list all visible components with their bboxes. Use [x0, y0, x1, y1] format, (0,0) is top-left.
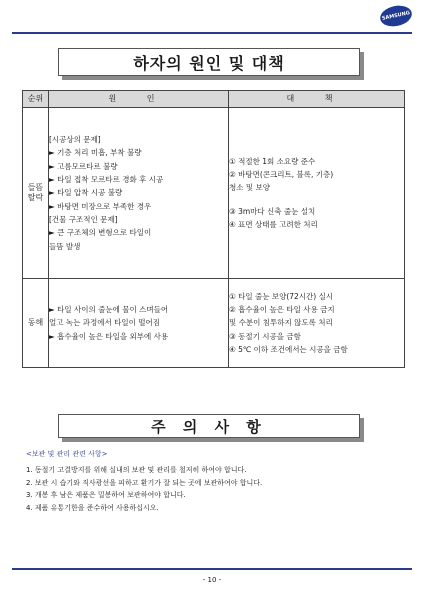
page-title: 하자의 원인 및 대책	[58, 48, 360, 76]
company-logo: SAMSUNG	[378, 3, 413, 29]
fix-line: ② 흡수율이 높은 타일 사용 금지	[229, 304, 335, 314]
cause-line: ► 바탕면 미장으로 부족한 경우	[49, 201, 152, 211]
caution-item: 2. 보관 시 습기와 직사광선을 피하고 환기가 잘 되는 곳에 보관하여야 합니다.	[26, 478, 263, 487]
cause-line: [건물 구조적인 문제]	[49, 215, 118, 225]
category-text: 들뜸	[27, 183, 44, 192]
caution-item: 4. 제품 유통기한을 준수하여 사용하십시오.	[26, 504, 159, 513]
header-rank: 순위	[23, 91, 49, 108]
cause-line: 얼고 녹는 과정에서 타일이 떨어짐	[49, 318, 160, 328]
fix-line: ④ 표면 상태를 고려한 처리	[229, 220, 318, 230]
cause-line: ► 고름모르타르 불량	[49, 161, 118, 171]
cause-cell	[49, 108, 229, 279]
cause-line: ► 타일 압착 시공 불량	[49, 188, 123, 198]
cause-line: ► 큰 구조체의 변형으로 타일이	[49, 228, 152, 238]
cause-line: ► 타일 접착 모르타르 경화 후 시공	[49, 174, 164, 184]
fix-cell	[229, 108, 405, 279]
page-number: - 10 -	[202, 576, 222, 584]
fix-line: ③ 동절기 시공을 금함	[229, 331, 301, 341]
table-header-row	[23, 91, 405, 108]
cause-line: ► 흡수율이 높은 타일을 외부에 사용	[49, 331, 169, 341]
fix-line: 및 수분이 침투하지 않도록 처리	[229, 318, 333, 328]
caution-item: 1. 동절기 고결방지를 위해 실내의 보관 및 관리를 철저히 하여야 합니다.	[26, 465, 247, 474]
section-title: 주 의 사 항	[58, 414, 360, 438]
fix-line: 청소 및 보양	[229, 183, 270, 193]
cause-cell	[49, 279, 229, 368]
cause-line: [시공상의 문제]	[49, 134, 101, 144]
fix-line: ① 적절한 1회 소요량 준수	[229, 156, 316, 166]
category-text: 동해	[27, 318, 44, 327]
caution-item: 3. 개봉 후 남은 제품은 밀봉하여 보관하여야 합니다.	[26, 491, 186, 500]
fix-line: ③ 3m마다 신축 줄눈 설치	[229, 206, 316, 216]
table-row	[23, 108, 405, 279]
caution-heading: <보관 및 관리 관련 사항>	[26, 450, 108, 458]
fix-line: ② 바탕면(콘크리트, 블록, 기층)	[229, 169, 334, 179]
header-cause: 원 인	[49, 91, 229, 108]
fix-cell	[229, 279, 405, 368]
fix-line: ④ 5℃ 이하 조건에서는 시공을 금함	[229, 345, 348, 355]
cause-line: ► 기층 처리 미흡, 부착 불량	[49, 148, 142, 158]
top-rule	[12, 32, 412, 34]
cause-line: 들뜸 발생	[49, 241, 81, 251]
cause-line: ► 타일 사이의 줄눈에 물이 스며들어	[49, 304, 169, 314]
header-fix: 대 책	[229, 91, 405, 108]
spacer	[229, 197, 404, 203]
fix-line: ① 타일 줄눈 보양(72시간) 실시	[229, 291, 334, 301]
cause-countermeasure-table	[22, 90, 405, 368]
category-text: 탈락	[27, 193, 44, 202]
table-row	[23, 279, 405, 368]
bottom-rule	[12, 568, 412, 570]
category-cell	[23, 279, 49, 368]
caution-list	[26, 450, 406, 517]
category-cell	[23, 108, 49, 279]
